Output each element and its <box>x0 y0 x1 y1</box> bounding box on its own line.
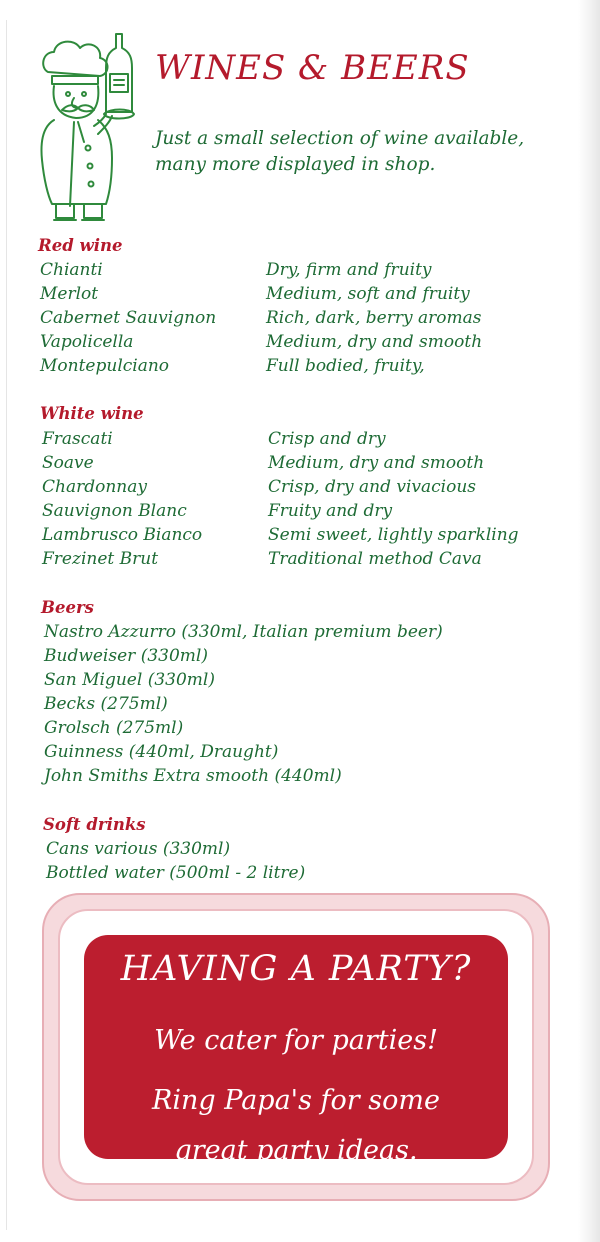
wine-description: Fruity and dry <box>268 501 393 521</box>
wine-description: Medium, dry and smooth <box>266 332 483 352</box>
wine-name: Sauvignon Blanc <box>42 501 187 521</box>
wine-description: Rich, dark, berry aromas <box>266 308 482 328</box>
chef-with-wine-bottle-icon <box>34 30 146 230</box>
section-heading-soft-drinks: Soft drinks <box>43 815 146 834</box>
wine-name: Frascati <box>42 429 113 449</box>
intro-line: many more displayed in shop. <box>155 154 436 175</box>
list-item: Grolsch (275ml) <box>44 718 184 738</box>
wine-description: Crisp, dry and vivacious <box>268 477 477 497</box>
wine-name: Soave <box>42 453 94 473</box>
section-heading-white-wine: White wine <box>40 404 144 423</box>
wine-description: Crisp and dry <box>268 429 386 449</box>
page-edge-line <box>6 20 7 1230</box>
party-banner-border <box>58 909 534 1185</box>
intro-line: Just a small selection of wine available, <box>155 128 525 149</box>
wine-description: Traditional method Cava <box>268 549 482 569</box>
list-item: Bottled water (500ml - 2 litre) <box>46 863 306 883</box>
party-line: We cater for parties! <box>154 1025 438 1056</box>
section-heading-beers: Beers <box>41 598 94 617</box>
page-title: WINES & BEERS <box>155 48 470 88</box>
wine-name: Chardonnay <box>42 477 147 497</box>
list-item: Becks (275ml) <box>44 694 168 714</box>
wine-name: Lambrusco Bianco <box>42 525 203 545</box>
wine-name: Vapolicella <box>40 332 134 352</box>
wine-description: Dry, firm and fruity <box>266 260 432 280</box>
party-line: great party ideas. <box>174 1135 418 1166</box>
wine-description: Semi sweet, lightly sparkling <box>268 525 519 545</box>
intro-text <box>155 126 555 178</box>
party-line: Ring Papa's for some <box>152 1085 440 1116</box>
wine-description: Full bodied, fruity, <box>266 356 425 376</box>
wine-name: Montepulciano <box>40 356 170 376</box>
wine-name: Cabernet Sauvignon <box>40 308 217 328</box>
wine-description: Medium, soft and fruity <box>266 284 470 304</box>
wine-description: Medium, dry and smooth <box>268 453 485 473</box>
party-banner-panel <box>84 935 508 1166</box>
page-fold-shadow <box>578 0 600 1242</box>
wine-name: Chianti <box>40 260 103 280</box>
list-item: Budweiser (330ml) <box>44 646 208 666</box>
list-item: Cans various (330ml) <box>46 839 231 859</box>
party-banner <box>42 893 550 1201</box>
section-heading-red-wine: Red wine <box>38 236 123 255</box>
list-item: John Smiths Extra smooth (440ml) <box>44 766 342 786</box>
list-item: Nastro Azzurro (330ml, Italian premium beer) <box>44 622 443 642</box>
party-title: HAVING A PARTY? <box>120 949 472 989</box>
wine-name: Frezinet Brut <box>42 549 159 569</box>
list-item: San Miguel (330ml) <box>44 670 215 690</box>
wine-name: Merlot <box>40 284 99 304</box>
list-item: Guinness (440ml, Draught) <box>44 742 279 762</box>
